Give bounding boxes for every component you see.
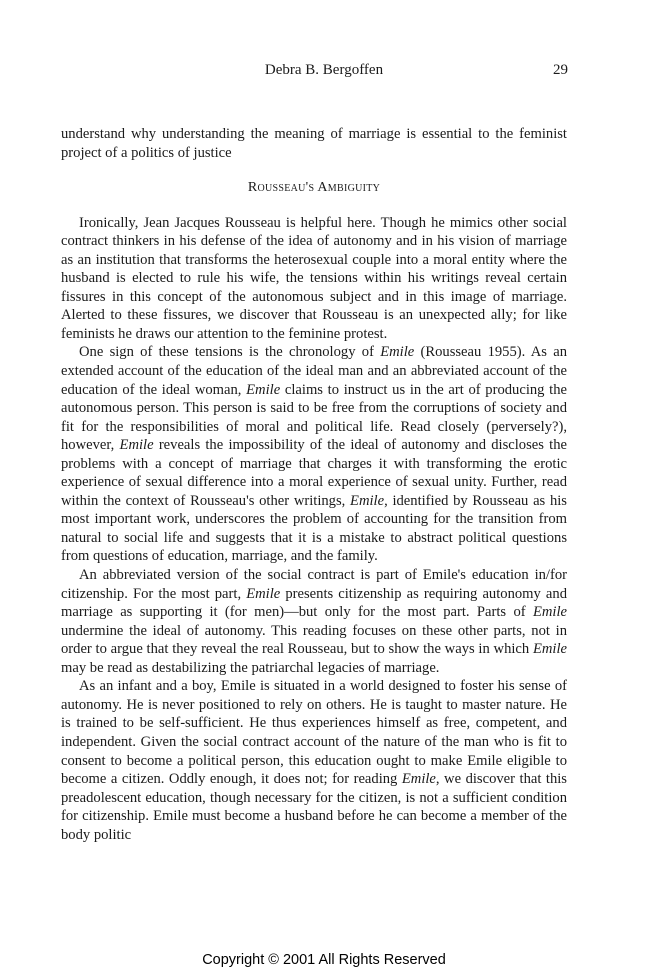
book-title: Emile xyxy=(246,381,281,398)
running-head-author: Debra B. Bergoffen xyxy=(264,62,384,78)
book-title: Emile xyxy=(119,437,154,454)
body-text xyxy=(61,125,567,844)
book-title: Emile xyxy=(246,585,281,602)
paragraph-continuation: understand why understanding the meaning of marriage is essential to the feminist project of a politics of justice xyxy=(61,126,567,161)
book-title: Emile xyxy=(401,771,436,788)
page-number: 29 xyxy=(553,62,568,78)
book-title: Emile xyxy=(532,604,567,621)
section-heading: Rousseau's Ambiguity xyxy=(247,180,381,196)
book-title: Emile xyxy=(532,641,567,658)
paragraph: Ironically, Jean Jacques Rousseau is helpful here. Though he mimics other social contract thinkers in his defense of the idea of autonomy and in his vision of marriage as an institution that transforms the heterosexual couple into a moral entity where the husband is elected to rule his wife, the tensions within his writings reveal certain fissures in this concept of the autonomous subject and in this image of marriage. Alerted to these fissures, we discover that Rousseau is an unexpected ally; for like feminists he draws our attention to the feminine protest. xyxy=(61,214,567,342)
paragraph: An abbreviated version of the social contract is part of Emile's education in/for citizenship. For the most part, Emile presents citizenship as requiring autonomy and marriage as supporting it (for men)—but only for the most part. Parts of Emile undermine the ideal of autonomy. This reading focuses on these other parts, not in order to argue that they reveal the real Rousseau, but to show the ways in which Emile may be read as destabilizing the patriarchal legacies of marriage. xyxy=(61,567,567,676)
paragraph: As an infant and a boy, Emile is situated in a world designed to foster his sense of autonomy. He is never positioned to rely on others. He is taught to master nature. He is trained to be self-sufficient. He thus experiences himself as free, competent, and independent. Given the social contract account of the nature of the man who is fit to consent to become a political person, this education ought to make Emile eligible to become a citizen. Oddly enough, it does not; for reading Emile, we discover that this preadolescent education, though necessary for the citizen, is not a sufficient condition for citizenship. Emile must become a husband before he can become a member of the body politic xyxy=(61,678,567,843)
copyright-notice: Copyright © 2001 All Rights Reserved xyxy=(202,952,446,968)
running-head xyxy=(0,62,648,82)
paragraph: One sign of these tensions is the chronology of Emile (Rousseau 1955). As an extended account of the education of the ideal man and an abbreviated account of the education of the ideal woman, Emile claims to instruct us in the art of producing the autonomous person. This person is said to be free from the corruptions of society and fit for the responsibilities of moral and political life. Read closely (perversely?), however, Emile reveals the impossibility of the ideal of autonomy and discloses the problems with a concept of marriage that charges it with transforming the erotic experience of sexual difference into a moral experience of sexual unity. Further, read within the context of Rousseau's other writings, Emile, identified by Rousseau as his most important work, underscores the problem of accounting for the transition from natural to social life and suggests that it is a mistake to abstract political questions from questions of education, marriage, and the family. xyxy=(61,344,567,565)
book-title: Emile xyxy=(380,344,415,361)
book-title: Emile xyxy=(350,492,385,509)
